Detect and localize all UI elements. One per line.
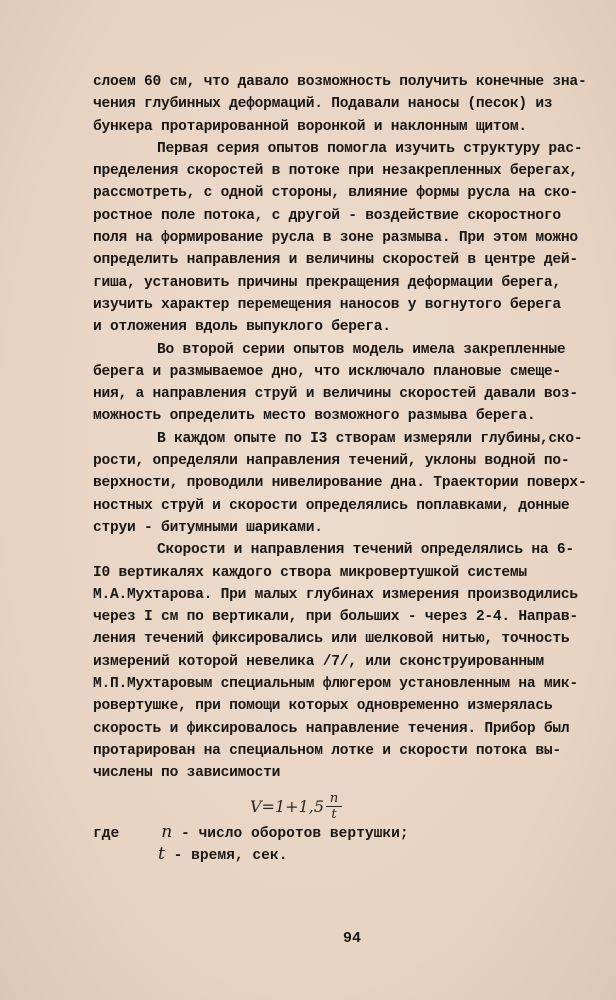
text-line: можность определить место возможного размыва берега. bbox=[93, 408, 536, 425]
formula-lhs: V=1+1,5 bbox=[250, 797, 324, 816]
text-line: пределения скоростей в потоке при незакрепленных берегах, bbox=[93, 163, 578, 180]
text-line: Скорости и направления течений определялись на 6- bbox=[157, 542, 574, 559]
text-line: и отложения вдоль выпуклого берега. bbox=[93, 319, 391, 336]
body-text bbox=[93, 71, 609, 785]
formula-fraction bbox=[326, 792, 342, 821]
text-line: измерений которой невелика /7/, или сконструированным bbox=[93, 653, 544, 670]
text-line: протарирован на специальном лотке и скорости потока вы- bbox=[93, 742, 561, 759]
text-line: Во второй серии опытов модель имела закрепленные bbox=[157, 341, 566, 358]
text-line: берега и размываемое дно, что исключало плановые смеще- bbox=[93, 363, 561, 380]
text-line: струи - битумными шариками. bbox=[93, 519, 323, 536]
page-number: 94 bbox=[343, 930, 362, 947]
text-line: I0 вертикалях каждого створа микровертушкой системы bbox=[93, 564, 527, 581]
text-line: скорость и фиксировалось направление течения. Прибор был bbox=[93, 720, 570, 737]
legend-n-desc: - число оборотов вертушки; bbox=[172, 826, 409, 842]
legend-line-n bbox=[93, 822, 409, 842]
text-line: определить направления и величины скоростей в центре дей- bbox=[93, 252, 578, 269]
text-line: М.П.Мухтаровым специальным флюгером установленным на мик- bbox=[93, 676, 578, 693]
text-line: ностных струй и скорости определялись поплавками, донные bbox=[93, 497, 570, 514]
text-line: поля на формирование русла в зоне размыва. При этом можно bbox=[93, 230, 578, 247]
legend-where: где bbox=[93, 826, 120, 842]
text-line: числены по зависимости bbox=[93, 765, 281, 782]
text-line: рости, определяли направления течений, уклоны водной по- bbox=[93, 453, 570, 470]
legend-t-symbol: t bbox=[158, 844, 165, 864]
text-line: ния, а направления струй и величины скоростей давали воз- bbox=[93, 386, 578, 403]
text-line: ровертушке, при помощи которых одновременно измерялась bbox=[93, 698, 553, 715]
text-line: В каждом опыте по I3 створам измеряли глубины,ско- bbox=[157, 430, 583, 447]
text-line: Первая серия опытов помогла изучить структуру рас- bbox=[157, 140, 583, 157]
text-line: чения глубинных деформаций. Подавали наносы (песок) из bbox=[93, 96, 553, 113]
text-line: через I см по вертикали, при больших - через 2-4. Направ- bbox=[93, 609, 578, 626]
text-line: рассмотреть, с одной стороны, влияние формы русла на ско- bbox=[93, 185, 578, 202]
legend-line-t bbox=[158, 844, 287, 864]
text-line: верхности, проводили нивелирование дна. Траектории поверх- bbox=[93, 475, 587, 492]
text-line: ления течений фиксировались или шелковой нитью, точность bbox=[93, 631, 570, 648]
legend-t-desc: - время, сек. bbox=[164, 848, 288, 864]
formula-denominator: t bbox=[331, 807, 337, 822]
text-line: изучить характер перемещения наносов у вогнутого берега bbox=[93, 296, 561, 313]
text-line: М.А.Мухтарова. При малых глубинах измерения производились bbox=[93, 586, 578, 603]
legend-n-symbol: n bbox=[161, 822, 173, 842]
velocity-formula bbox=[250, 792, 342, 821]
text-line: бункера протарированной воронкой и наклонным щитом. bbox=[93, 118, 527, 135]
formula-numerator: n bbox=[329, 791, 339, 806]
text-line: слоем 60 см, что давало возможность получить конечные зна- bbox=[93, 74, 587, 90]
text-line: ростное поле потока, с другой - воздействие скоростного bbox=[93, 207, 561, 224]
text-line: гиша, установить причины прекращения деформации берега, bbox=[93, 274, 561, 291]
